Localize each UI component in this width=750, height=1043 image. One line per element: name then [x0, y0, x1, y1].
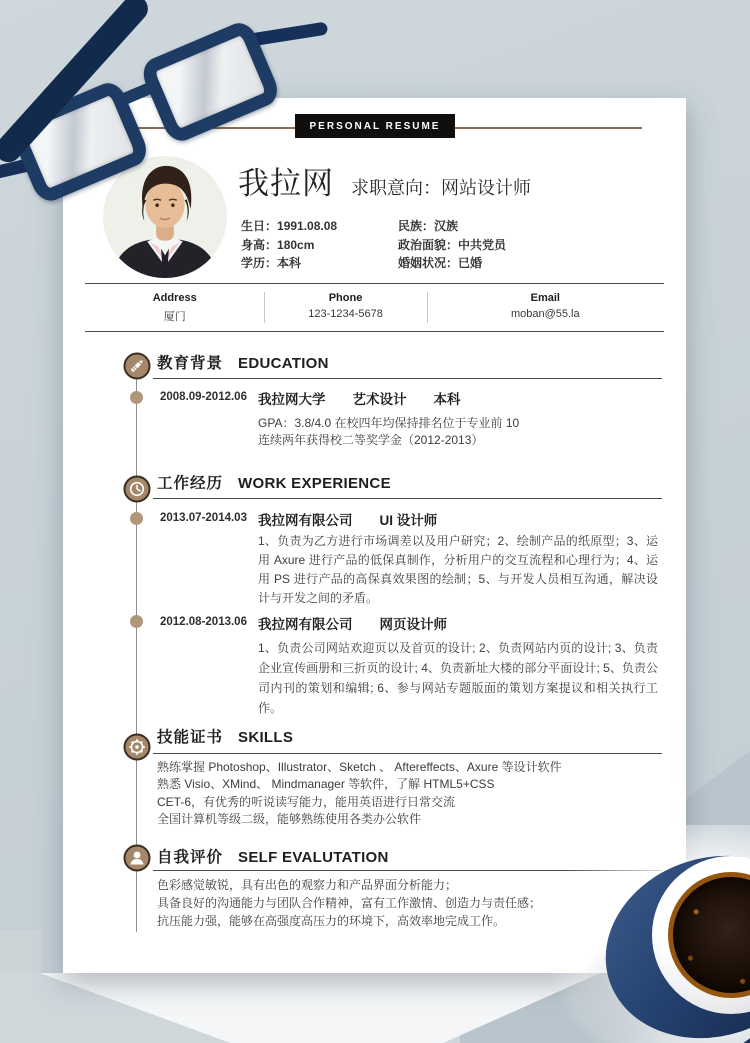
contact-address	[85, 284, 264, 331]
skill-line: CET-6，有优秀的听说读写能力，能用英语进行日常交流	[157, 794, 456, 809]
background-strip	[0, 930, 42, 975]
timeline-dot	[130, 615, 143, 628]
gear-icon	[123, 733, 151, 761]
timeline-dot	[130, 512, 143, 525]
self-evaluation-line: 具备良好的沟通能力与团队合作精神，富有工作激情、创造力与责任感；	[157, 896, 542, 911]
info-height: 身高：180cm	[241, 237, 315, 252]
pencil-icon	[123, 352, 151, 380]
work-description: 1、负责公司网站欢迎页以及首页的设计; 2、负责网站内页的设计; 3、负责企业宣传画册和三折页的设计; 4、负责新址大楼的部分平面设计; 5、负责公司内刊的策划和编辑; 6、参与网站专题版面的策划方案提议和相关执行工作。	[258, 641, 658, 715]
clock-icon	[123, 475, 151, 503]
timeline-dot	[130, 391, 143, 404]
work-heading: 我拉网有限公司 UI 设计师	[258, 513, 438, 528]
address-label: Address	[152, 292, 197, 304]
info-marital-status: 婚姻状况：已婚	[398, 256, 483, 270]
section-title-work: 工作经历 WORK EXPERIENCE	[157, 475, 391, 492]
email-label: Email	[530, 292, 560, 304]
contact-bar	[85, 283, 664, 332]
education-date: 2008.09-2012.06	[160, 391, 247, 403]
work-date: 2013.07-2014.03	[160, 512, 247, 524]
education-detail-line: GPA：3.8/4.0 在校四年均保持排名位于专业前 10	[258, 416, 520, 430]
education-detail-line: 连续两年获得校二等奖学金（2012-2013）	[258, 433, 484, 447]
glasses-bridge	[118, 81, 156, 106]
address-value: 厦门	[163, 311, 186, 323]
contact-phone	[264, 284, 426, 331]
info-political-status: 政治面貌：中共党员	[398, 237, 507, 252]
phone-value: 123-1234-5678	[308, 308, 383, 320]
skill-line: 全国计算机等级二级，能够熟练使用各类办公软件	[157, 812, 422, 827]
info-education-level: 学历：本科	[241, 256, 302, 270]
identity-header	[238, 158, 531, 203]
self-evaluation-list	[157, 876, 541, 931]
work-date: 2012.08-2013.06	[160, 616, 247, 628]
info-ethnicity: 民族：汉族	[398, 219, 459, 233]
skills-list	[157, 759, 562, 829]
personal-info	[241, 217, 506, 273]
education-heading: 我拉网大学 艺术设计 本科	[258, 392, 461, 407]
section-rule-education	[153, 378, 662, 379]
section-title-skills: 技能证书 SKILLS	[157, 729, 294, 746]
skill-line: 熟练掌握 Photoshop、Illustrator、Sketch 、 Aftereffects、Axure 等设计软件	[157, 760, 562, 774]
section-rule-skills	[153, 753, 662, 754]
self-evaluation-line: 抗压能力强，能够在高强度高压力的环境下，高效率地完成工作。	[157, 914, 506, 929]
contact-email	[427, 284, 664, 331]
work-description: 1、负责为乙方进行市场调差以及用户研究；2、绘制产品的纸原型；3、运用 Axure 进行产品的低保真制作，分析用户的交互流程和心理行为；4、运用 PS 进行产品的高保真效果图的绘制；5、与开发人员相互沟通，解决设计与开发之间的矛盾。	[258, 534, 658, 605]
email-value: moban@55.la	[510, 308, 580, 320]
candidate-name: 我拉网	[238, 166, 334, 201]
section-rule-work	[153, 498, 662, 499]
skill-line: 熟悉 Visio、XMind、 Mindmanager 等软件，了解 HTML5+CSS	[157, 777, 495, 792]
info-birthday: 生日：1991.08.08	[241, 219, 338, 233]
coffee-cup-decoration	[592, 850, 750, 1043]
section-title-education: 教育背景 EDUCATION	[157, 355, 329, 372]
phone-label: Phone	[328, 292, 363, 304]
work-heading: 我拉网有限公司 网页设计师	[258, 617, 447, 632]
person-icon	[123, 844, 151, 872]
resume-banner	[295, 114, 455, 138]
glasses-right-temple	[249, 21, 328, 46]
banner-title: PERSONAL RESUME	[309, 120, 441, 132]
job-objective: 求职意向：网站设计师	[351, 178, 531, 198]
self-evaluation-line: 色彩感觉敏锐，具有出色的观察力和产品界面分析能力；	[157, 878, 458, 892]
section-title-self-evaluation: 自我评价 SELF EVALUTATION	[157, 849, 389, 866]
